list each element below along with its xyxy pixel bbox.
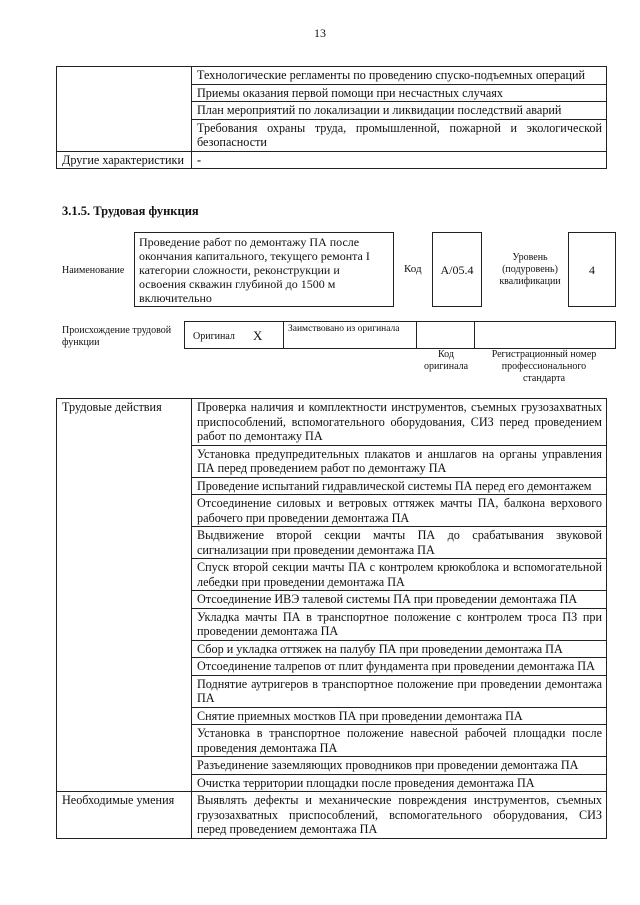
level-label: Уровень (подуровень) квалификации bbox=[499, 252, 561, 287]
labor-action-item: Очистка территории площадки после проведения демонтажа ПА bbox=[192, 774, 607, 792]
labor-action-item: Проверка наличия и комплектности инструментов, съемных грузозахватных приспособлений, вспомогательного оборудования, СИЗ перед проведением работ по демонтажу ПА bbox=[192, 399, 607, 446]
labor-action-item: Отсоединение силовых и ветровых оттяжек мачты ПА, балкона верхового рабочего при проведении демонтажа ПА bbox=[192, 495, 607, 527]
labor-action-item: Укладка мачты ПА в транспортное положение с контролем троса ПЗ при проведении демонтажа ПА bbox=[192, 608, 607, 640]
page-number: 13 bbox=[314, 26, 326, 40]
top-table-cell: Технологические регламенты по проведению спуско-подъемных операций bbox=[192, 67, 607, 85]
code-box bbox=[432, 232, 482, 307]
labor-action-item: Разъединение заземляющих проводников при проведении демонтажа ПА bbox=[192, 757, 607, 775]
labor-action-item: Отсоединение ИВЭ талевой системы ПА при проведении демонтажа ПА bbox=[192, 591, 607, 609]
labor-action-item: Проведение испытаний гидравлической системы ПА перед его демонтажем bbox=[192, 477, 607, 495]
actions-table bbox=[56, 398, 607, 839]
labor-action-label: Трудовые действия bbox=[57, 399, 192, 792]
top-table-empty-cell bbox=[57, 67, 192, 152]
other-characteristics-value: - bbox=[192, 151, 607, 169]
original-mark: X bbox=[253, 328, 263, 343]
table-row bbox=[57, 399, 607, 446]
code-value: A/05.4 bbox=[440, 263, 474, 277]
original-label: Оригинал bbox=[193, 331, 235, 342]
name-label: Наименование bbox=[62, 265, 125, 276]
function-name-value: Проведение работ по демонтажу ПА после окончания капитального, текущего ремонта I категории сложности, реконструкции и освоения скважин глубиной до 1500 м включительно bbox=[139, 235, 370, 305]
labor-action-item: Поднятие аутригеров в транспортное положение при проведении демонтажа ПА bbox=[192, 675, 607, 707]
section-heading: 3.1.5. Трудовая функция bbox=[62, 204, 199, 218]
code-label: Код bbox=[404, 263, 422, 275]
labor-action-item: Установка предупредительных плакатов и аншлагов на органы управления ПА перед проведением работ по демонтажу ПА bbox=[192, 445, 607, 477]
level-box bbox=[568, 232, 616, 307]
divider bbox=[416, 322, 417, 348]
table-row bbox=[57, 792, 607, 839]
reg-number-caption: Регистрационный номер профессионального стандарта bbox=[491, 349, 597, 384]
labor-action-item: Снятие приемных мостков ПА при проведении демонтажа ПА bbox=[192, 707, 607, 725]
labor-action-item: Установка в транспортное положение навесной рабочей площадки после проведения демонтажа ПА bbox=[192, 725, 607, 757]
level-value: 4 bbox=[589, 263, 595, 277]
labor-action-item: Отсоединение талрепов от плит фундамента при проведении демонтажа ПА bbox=[192, 658, 607, 676]
other-characteristics-label: Другие характеристики bbox=[57, 151, 192, 169]
top-table-cell: Приемы оказания первой помощи при несчастных случаях bbox=[192, 84, 607, 102]
origin-row bbox=[184, 321, 616, 349]
required-skill-label: Необходимые умения bbox=[57, 792, 192, 839]
top-table-cell: Требования охраны труда, промышленной, пожарной и экологической безопасности bbox=[192, 119, 607, 151]
origin-label: Происхождение трудовой функции bbox=[62, 325, 172, 348]
code-original-caption: Код оригинала bbox=[423, 349, 469, 372]
borrowed-label: Заимствовано из оригинала bbox=[288, 324, 400, 334]
required-skill-item: Выявлять дефекты и механические повреждения инструментов, съемных грузозахватных приспособлений, вспомогательного оборудования, СИЗ перед проведением демонтажа ПА bbox=[192, 792, 607, 839]
divider bbox=[283, 322, 284, 348]
labor-action-item: Сбор и укладка оттяжек на палубу ПА при проведении демонтажа ПА bbox=[192, 640, 607, 658]
labor-action-item: Спуск второй секции мачты ПА с контролем крюкоблока и вспомогательной лебедки при проведении демонтажа ПА bbox=[192, 559, 607, 591]
top-table-cell: План мероприятий по локализации и ликвидации последствий аварий bbox=[192, 102, 607, 120]
function-name-box bbox=[134, 232, 394, 307]
divider bbox=[474, 322, 475, 348]
top-table bbox=[56, 66, 607, 169]
labor-action-item: Выдвижение второй секции мачты ПА до срабатывания звуковой сигнализации при проведении демонтажа ПА bbox=[192, 527, 607, 559]
